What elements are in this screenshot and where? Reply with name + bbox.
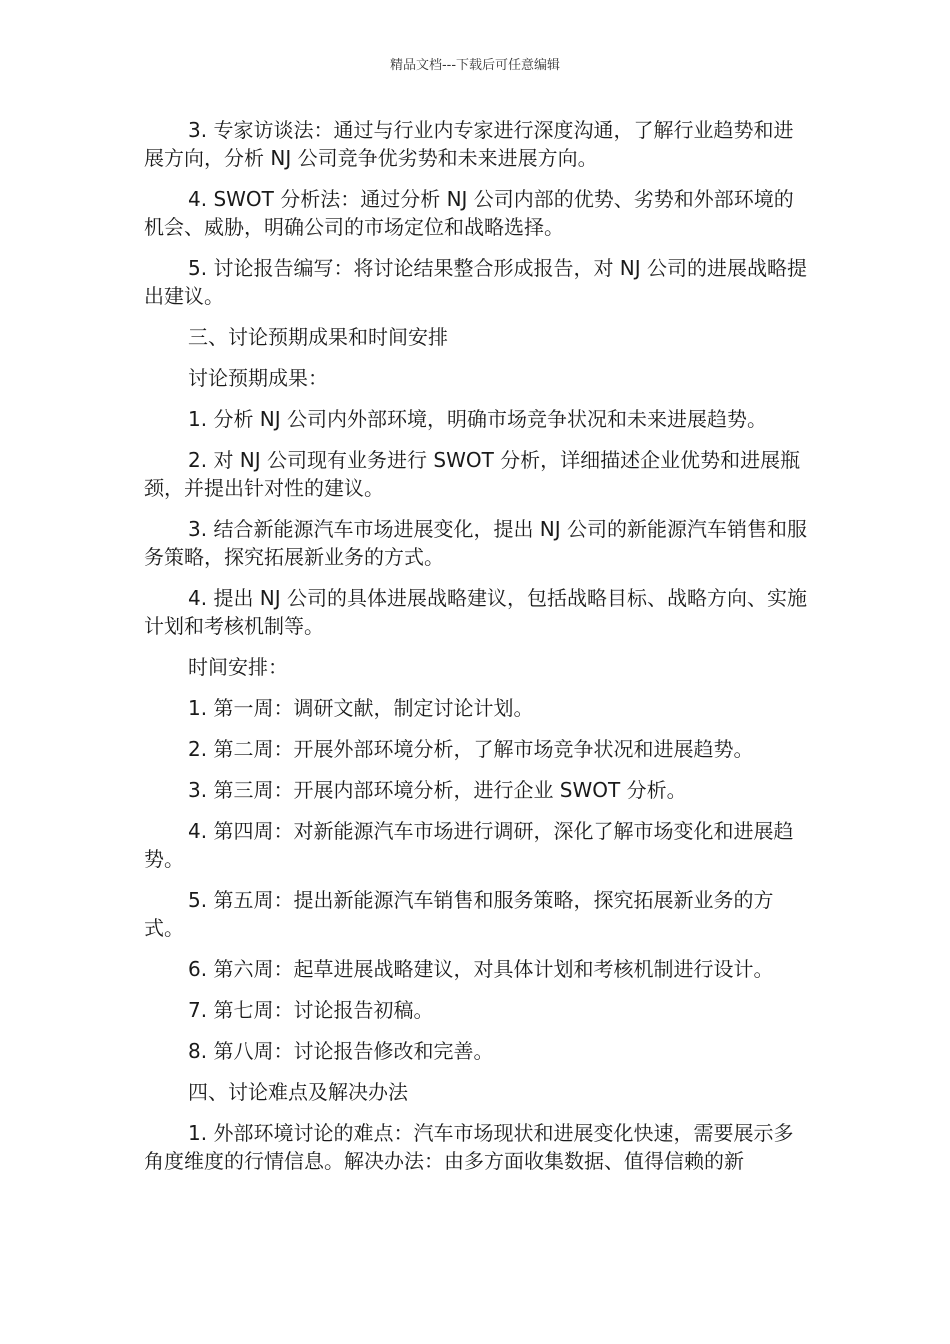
subheading-schedule: 时间安排：: [188, 655, 288, 679]
paragraph-method-4: 4. SWOT 分析法：通过分析 NJ 公司内部的优势、劣势和外部环境的机会、威胁，明确公司的市场定位和战略选择。: [144, 187, 794, 239]
paragraph-week-4: 4. 第四周：对新能源汽车市场进行调研，深化了解市场变化和进展趋势。: [144, 819, 794, 871]
paragraph-week-3: 3. 第三周：开展内部环境分析，进行企业 SWOT 分析。: [188, 778, 687, 802]
paragraph-difficulty-1: 1. 外部环境讨论的难点：汽车市场现状和进展变化快速，需要展示多角度维度的行情信息。解决办法：由多方面收集数据、值得信赖的新: [144, 1121, 794, 1173]
paragraph-method-5: 5. 讨论报告编写：将讨论结果整合形成报告，对 NJ 公司的进展战略提出建议。: [144, 256, 808, 308]
section-heading-3: 三、讨论预期成果和时间安排: [188, 325, 448, 349]
paragraph-method-3: 3. 专家访谈法：通过与行业内专家进行深度沟通，了解行业趋势和进展方向，分析 NJ 公司竞争优劣势和未来进展方向。: [144, 118, 794, 170]
paragraph-result-1: 1. 分析 NJ 公司内外部环境，明确市场竞争状况和未来进展趋势。: [188, 407, 768, 431]
paragraph-week-2: 2. 第二周：开展外部环境分析，了解市场竞争状况和进展趋势。: [188, 737, 754, 761]
paragraph-result-2: 2. 对 NJ 公司现有业务进行 SWOT 分析，详细描述企业优势和进展瓶颈，并提出针对性的建议。: [144, 448, 801, 500]
paragraph-week-8: 8. 第八周：讨论报告修改和完善。: [188, 1039, 494, 1063]
paragraph-result-3: 3. 结合新能源汽车市场进展变化，提出 NJ 公司的新能源汽车销售和服务策略，探究拓展新业务的方式。: [144, 517, 808, 569]
paragraph-week-1: 1. 第一周：调研文献，制定讨论计划。: [188, 696, 534, 720]
document-body: [144, 116, 810, 1188]
section-heading-4: 四、讨论难点及解决办法: [188, 1080, 408, 1104]
paragraph-result-4: 4. 提出 NJ 公司的具体进展战略建议，包括战略目标、战略方向、实施计划和考核机制等。: [144, 586, 808, 638]
page-header: 精品文档---下载后可任意编辑: [389, 58, 561, 73]
paragraph-week-7: 7. 第七周：讨论报告初稿。: [188, 998, 434, 1022]
paragraph-week-6: 6. 第六周：起草进展战略建议，对具体计划和考核机制进行设计。: [188, 957, 774, 981]
subheading-expected-results: 讨论预期成果：: [188, 366, 328, 390]
paragraph-week-5: 5. 第五周：提出新能源汽车销售和服务策略，探究拓展新业务的方式。: [144, 888, 774, 940]
